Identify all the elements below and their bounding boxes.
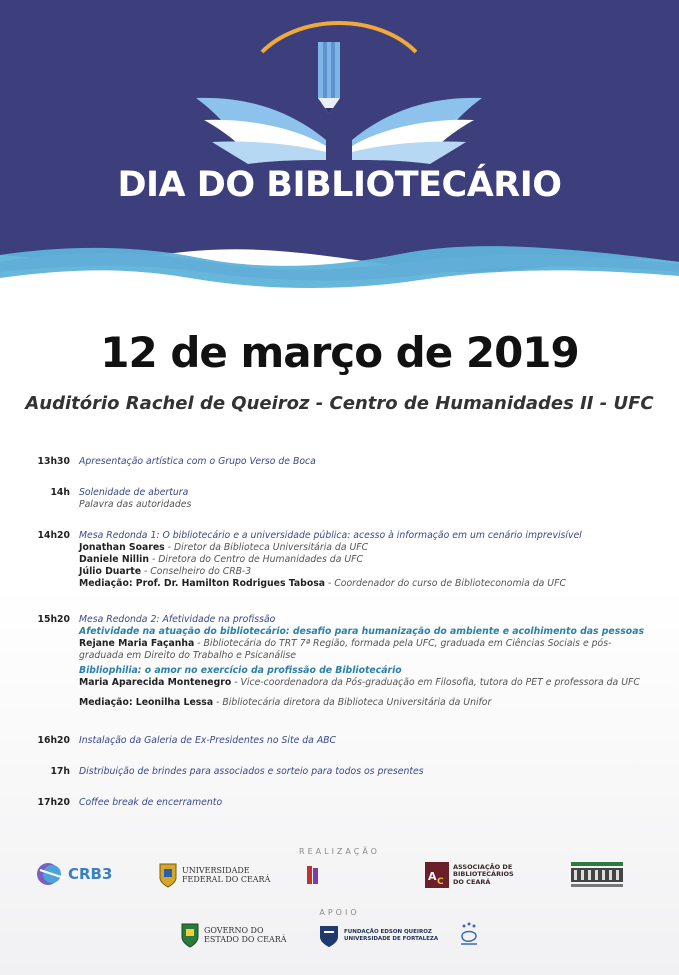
event-date: 12 de março de 2019 xyxy=(100,328,579,377)
speaker-line xyxy=(79,554,669,566)
speaker-role: - Coordenador do curso de Biblioteconomia da UFC xyxy=(325,578,566,589)
schedule-content xyxy=(79,530,669,590)
schedule-subtitle: Afetividade na atuação do bibliotecário: desafio para humanização do ambiente e acolhimento das pessoas xyxy=(79,626,645,637)
speaker-line xyxy=(79,638,669,650)
header-background xyxy=(0,0,679,272)
schedule-content xyxy=(79,487,669,511)
biblioteca-publica-icon xyxy=(571,862,623,888)
schedule-time: 17h20 xyxy=(37,797,70,808)
schedule-content xyxy=(79,735,669,747)
schedule-title: Mesa Redonda 1: O bibliotecário e a universidade pública: acesso à informação em um cenário imprevisível xyxy=(79,530,582,541)
stars-emblem-icon xyxy=(458,922,480,950)
speaker-name: Mediação: Prof. Dr. Hamilton Rodrigues Tabosa xyxy=(79,578,326,589)
realizacao-label: REALIZAÇÃO xyxy=(299,847,380,856)
schedule-time: 16h20 xyxy=(37,735,70,746)
schedule-title: Distribuição de brindes para associados e sorteio para todos os presentes xyxy=(79,766,424,777)
event-title: DIA DO BIBLIOTECÁRIO xyxy=(117,165,562,205)
schedule-title: Instalação da Galeria de Ex-Presidentes no Site da ABC xyxy=(79,735,337,746)
biblioufc-logo xyxy=(306,864,320,886)
schedule-content xyxy=(79,797,669,809)
biblioteca-publica-logo xyxy=(571,862,623,888)
schedule-title: Mesa Redonda 2: Afetividade na profissão xyxy=(79,614,276,625)
speaker-name: Mediação: Leonilha Lessa xyxy=(79,697,214,708)
apoio-label: APOIO xyxy=(319,908,360,917)
schedule-content xyxy=(79,456,669,468)
partner-logo xyxy=(458,922,480,950)
schedule-time: 15h20 xyxy=(37,614,70,625)
schedule-subtitle: Bibliophilia: o amor no exercício da profissão de Bibliotecário xyxy=(79,665,402,676)
speaker-role: - Bibliotecária do TRT 7ª Região, formada pela UFC, graduada em Ciências Sociais e pós- xyxy=(194,638,612,649)
schedule-time: 14h20 xyxy=(37,530,70,541)
schedule-time: 17h xyxy=(50,766,70,777)
event-venue: Auditório Rachel de Queiroz - Centro de Humanidades II - UFC xyxy=(25,393,654,414)
speaker-line xyxy=(79,697,669,709)
schedule-time: 13h30 xyxy=(37,456,70,467)
speaker-line xyxy=(79,566,669,578)
schedule-title: Coffee break de encerramento xyxy=(79,797,223,808)
speaker-role: - Vice-coordenadora da Pós-graduação em Filosofia, tutora do PET e professora da UFC xyxy=(231,677,640,688)
ufc-text: UNIVERSIDADE FEDERAL DO CEARÁ xyxy=(182,866,271,884)
speaker-role: - Diretora do Centro de Humanidades da UFC xyxy=(148,554,364,565)
abc-logo xyxy=(425,862,514,888)
schedule-title: Solenidade de abertura xyxy=(79,487,189,498)
header-banner xyxy=(0,0,679,310)
speaker-name: Maria Aparecida Montenegro xyxy=(79,677,232,688)
schedule-content xyxy=(79,766,669,778)
speaker-name: Júlio Duarte xyxy=(79,566,142,577)
speaker-role: - Diretor da Biblioteca Universitária da UFC xyxy=(164,542,369,553)
svg-text:C: C xyxy=(437,877,444,887)
governo-ceara-logo xyxy=(180,922,287,948)
svg-text:A: A xyxy=(428,870,437,883)
speaker-name: Daniele Nillin xyxy=(79,554,149,565)
crb3-text: CRB3 xyxy=(68,865,113,883)
crb3-logo xyxy=(34,860,112,888)
speaker-name: Jonathan Soares xyxy=(79,542,165,553)
fundacao-edson-queiroz-logo xyxy=(318,924,438,948)
abc-icon xyxy=(425,862,449,888)
bibliofc-book-icon xyxy=(306,864,320,886)
speaker-role: - Conselheiro do CRB-3 xyxy=(141,566,252,577)
speaker-line xyxy=(79,542,669,554)
ufc-crest-icon xyxy=(158,862,178,888)
fundacao-text: FUNDAÇÃO EDSON QUEIROZ UNIVERSIDADE DE FORTALEZA xyxy=(344,929,439,942)
speaker-line xyxy=(79,578,669,590)
governo-crest-icon xyxy=(180,922,200,948)
governo-text: GOVERNO DO ESTADO DO CEARÁ xyxy=(204,926,287,944)
speaker-role: graduada em Direito do Trabalho e Psicanálise xyxy=(79,650,296,661)
schedule-time: 14h xyxy=(50,487,70,498)
fundacao-icon xyxy=(318,924,340,948)
schedule-note: Palavra das autoridades xyxy=(79,499,192,510)
schedule-content xyxy=(79,614,669,709)
speaker-line xyxy=(79,677,669,689)
schedule-title: Apresentação artística com o Grupo Verso de Boca xyxy=(79,456,316,467)
crb3-icon xyxy=(34,860,68,888)
speaker-name: Rejane Maria Façanha xyxy=(79,638,195,649)
ufc-logo xyxy=(158,862,270,888)
speaker-role: - Bibliotecária diretora da Biblioteca Universitária da Unifor xyxy=(213,697,492,708)
abc-text: ASSOCIAÇÃO DE BIBLIOTECÁRIOS DO CEARÁ xyxy=(453,862,514,886)
